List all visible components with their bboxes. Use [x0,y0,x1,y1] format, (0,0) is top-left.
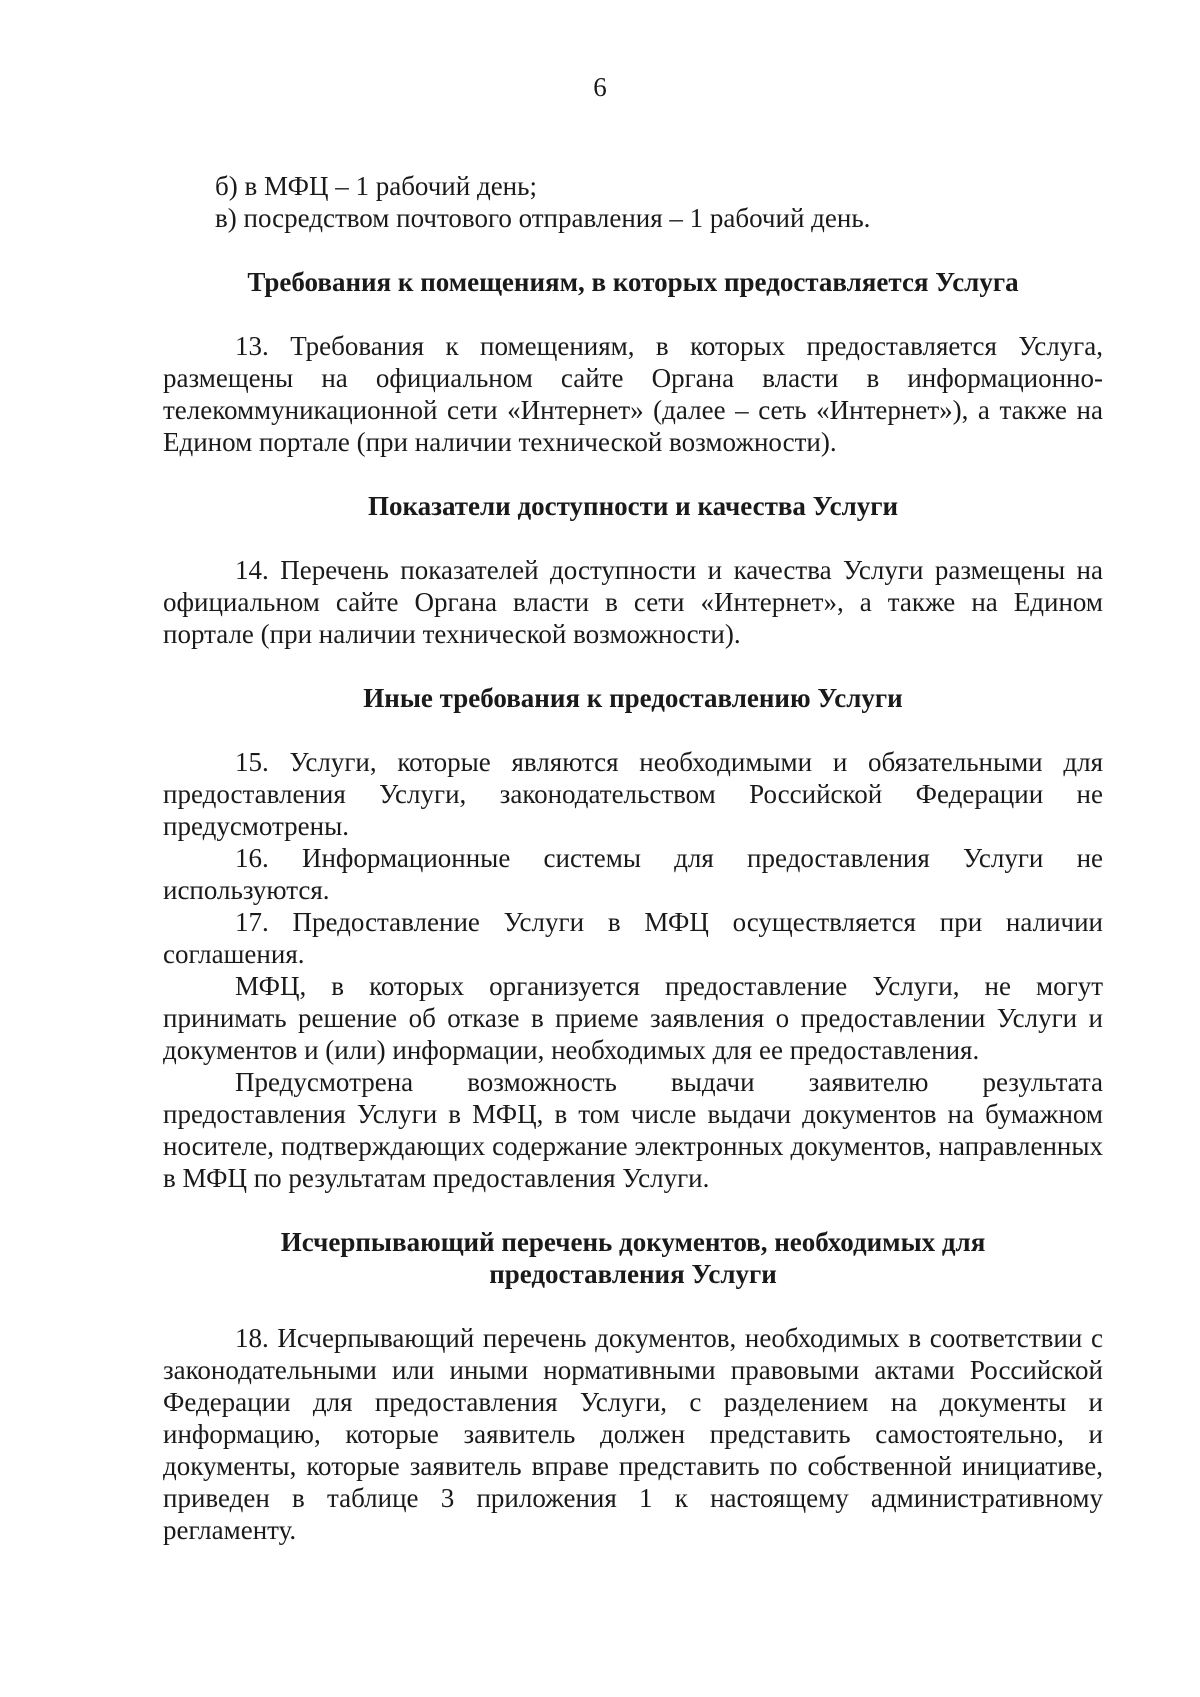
paragraph-17: 17. Предоставление Услуги в МФЦ осуществляется при наличии соглашения. [163,907,1103,969]
section-heading-other-requirements: Иные требования к предоставлению Услуги [363,683,903,713]
paragraph-13: 13. Требования к помещениям, в которых предоставляется Услуга, размещены на официальном сайте Органа власти в информационно-телекоммуникационной сети «Интернет» (далее – сеть «Интернет»), а также на Едином портале (при наличии технической возможности). [163,331,1103,457]
paragraph-mfc-refusal: МФЦ, в которых организуется предоставление Услуги, не могут принимать решение об отказе в приеме заявления о предоставлении Услуги и документов и (или) информации, необходимых для ее предоставления. [163,971,1103,1065]
document-body [163,170,1103,1546]
paragraph-16: 16. Информационные системы для предоставления Услуги не используются. [163,843,1103,905]
intro-item-v: в) посредством почтового отправления – 1 рабочий день. [215,203,871,233]
section-heading-documents-list [163,1226,1103,1290]
paragraph-15: 15. Услуги, которые являются необходимыми и обязательными для предоставления Услуги, законодательством Российской Федерации не предусмотрены. [163,747,1103,841]
paragraph-18: 18. Исчерпывающий перечень документов, необходимых в соответствии с законодательными или иными нормативными правовыми актами Российской Федерации для предоставления Услуги, с разделением на документы и информацию, которые заявитель должен представить самостоятельно, и документы, которые заявитель вправе представить по собственной инициативе, приведен в таблице 3 приложения 1 к настоящему административному регламенту. [163,1323,1103,1545]
paragraph-14: 14. Перечень показателей доступности и качества Услуги размещены на официальном сайте Органа власти в сети «Интернет», а также на Едином портале (при наличии технической возможности). [163,555,1103,649]
page-number: 6 [593,72,607,102]
section-heading-premises: Требования к помещениям, в которых предоставляется Услуга [247,267,1019,297]
section-heading-accessibility: Показатели доступности и качества Услуги [367,491,899,521]
paragraph-mfc-issuance: Предусмотрена возможность выдачи заявителю результата предоставления Услуги в МФЦ, в том числе выдачи документов на бумажном носителе, подтверждающих содержание электронных документов, направленных в МФЦ по результатам предоставления Услуги. [163,1067,1103,1193]
section-heading-documents-list-line2: предоставления Услуги [489,1259,777,1289]
intro-item-b: б) в МФЦ – 1 рабочий день; [215,171,537,201]
section-heading-documents-list-line1: Исчерпывающий перечень документов, необходимых для [280,1227,986,1257]
